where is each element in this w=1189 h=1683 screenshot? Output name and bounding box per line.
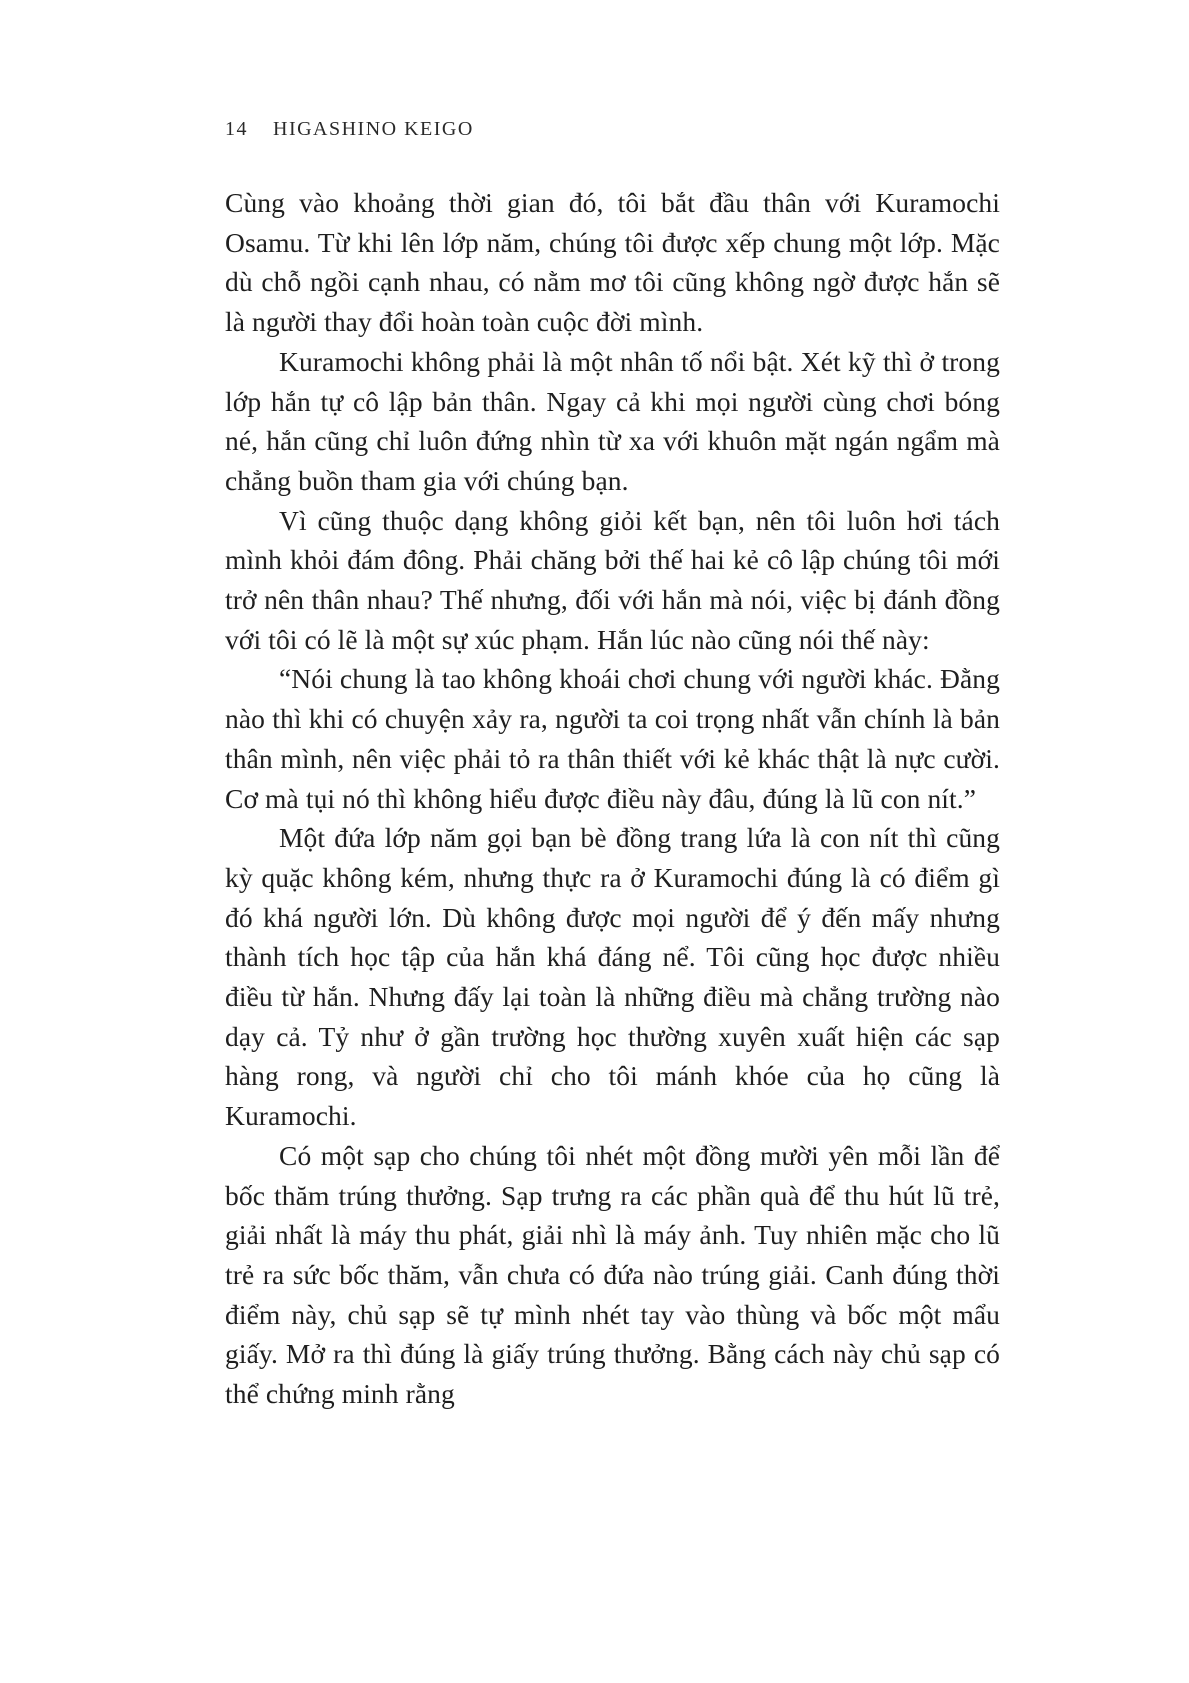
quoted-speech-paragraph: “Nói chung là tao không khoái chơi chung với người khác. Đằng nào thì khi có chuyện xảy ra, người ta coi trọng nhất vẫn chính là bản thân mình, nên việc phải tỏ ra thân thiết với kẻ khác thật là nực cười. Cơ mà tụi nó thì không hiểu được điều này đâu, đúng là lũ con nít.” xyxy=(225,663,1000,814)
paragraph: Có một sạp cho chúng tôi nhét một đồng mười yên mỗi lần để bốc thăm trúng thưởng. Sạp trưng ra các phần quà để thu hút lũ trẻ, giải nhất là máy thu phát, giải nhì là máy ảnh. Tuy nhiên mặc cho lũ trẻ ra sức bốc thăm, vẫn chưa có đứa nào trúng giải. Canh đúng thời điểm này, chủ sạp sẽ tự mình nhét tay vào thùng và bốc một mẩu giấy. Mở ra thì đúng là giấy trúng thưởng. Bằng cách này chủ sạp có thể chứng minh rằng xyxy=(225,1139,1000,1410)
paragraph: Kuramochi không phải là một nhân tố nổi bật. Xét kỹ thì ở trong lớp hắn tự cô lập bản thân. Ngay cả khi mọi người cùng chơi bóng né, hắn cũng chỉ luôn đứng nhìn từ xa với khuôn mặt ngán ngẩm mà chẳng buồn tham gia với chúng bạn. xyxy=(225,345,1000,496)
body-text xyxy=(225,183,1000,1414)
paragraph: Vì cũng thuộc dạng không giỏi kết bạn, nên tôi luôn hơi tách mình khỏi đám đông. Phải chăng bởi thế hai kẻ cô lập chúng tôi mới trở nên thân nhau? Thế nhưng, đối với hắn mà nói, việc bị đánh đồng với tôi có lẽ là một sự xúc phạm. Hắn lúc nào cũng nói thế này: xyxy=(225,504,1000,655)
page-number: 14 xyxy=(225,118,248,140)
running-head xyxy=(225,118,474,141)
paragraph: Cùng vào khoảng thời gian đó, tôi bắt đầu thân với Kuramochi Osamu. Từ khi lên lớp năm, chúng tôi được xếp chung một lớp. Mặc dù chỗ ngồi cạnh nhau, có nằm mơ tôi cũng không ngờ được hắn sẽ là người thay đổi hoàn toàn cuộc đời mình. xyxy=(225,187,1000,338)
running-title: HIGASHINO KEIGO xyxy=(273,118,474,140)
paragraph: Một đứa lớp năm gọi bạn bè đồng trang lứa là con nít thì cũng kỳ quặc không kém, nhưng thực ra ở Kuramochi đúng là có điểm gì đó khá người lớn. Dù không được mọi người để ý đến mấy nhưng thành tích học tập của hắn khá đáng nể. Tôi cũng học được nhiều điều từ hắn. Nhưng đấy lại toàn là những điều mà chẳng trường nào dạy cả. Tỷ như ở gần trường học thường xuyên xuất hiện các sạp hàng rong, và người chỉ cho tôi mánh khóe của họ cũng là Kuramochi. xyxy=(225,822,1000,1132)
